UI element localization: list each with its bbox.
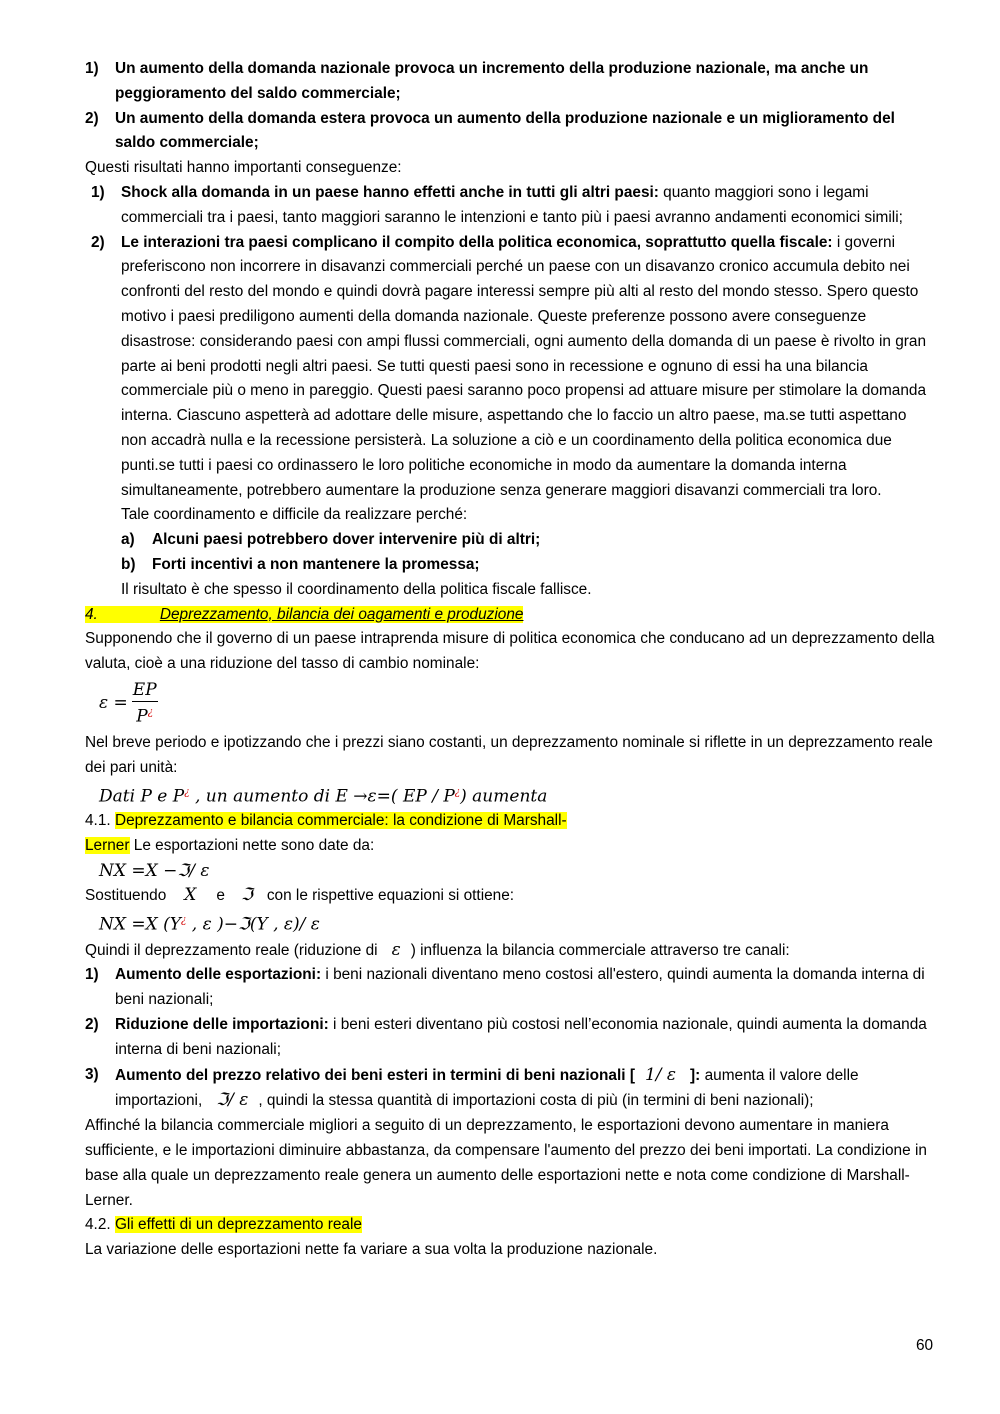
formula-exchange-rate: ε = $\frac{EP}{P^¿}$ xyxy=(99,679,157,727)
paragraph: La variazione delle esportazioni nette fa variare a sua volta la produzione nazionale. xyxy=(85,1241,658,1259)
list-item-text: i governi preferiscono non incorrere in disavanzi commerciali perché un paese con un disavanzo cronico accumula debito nei confronti del resto del mondo e quindi dovrà pagare interessi sempre più alti al resto del mondo stesso. Spero questo motivo i paesi prediligono aumenti della domanda nazionale. Queste preferenze possono avere conseguenze disastrose: considerando paesi con ampi flussi commerciali, ogni aumento della domanda di un paese è rivolto in gran parte ai beni prodotti negli altri paesi. Se tutti questi paesi sono in recessione e ognuno di essi ha una bilancia commerciale più o meno in pareggio. Questi paesi saranno poco propensi ad attuare misure per stimolare la domanda interna. Ciascuno aspetterà ad adottare delle misure, aspettando che lo faccio un altro paese, ma.se tutti aspettano non accadrà nulla e la recessione persisterà. La soluzione a ciò e un coordinamento della politica economica due punti.se tutti i paesi co ordinassero le loro politiche economiche in modo da aumentare la domanda interna simultaneamente, potrebbero aumentare la produzione senza generare maggiori disavanzi commerciali tra loro. xyxy=(121,233,927,499)
paragraph: Affinché la bilancia commerciale migliori a seguito di un deprezzamento, le esportazioni devono aumentare in maniera sufficiente, e le importazioni diminuire abbastanza, da compensare l'aumento del prezzo dei beni importati. La condizione in base alla quale un deprezzamento reale genera un aumento delle esportazioni nette e nota come condizione di Marshall-Lerner. xyxy=(85,1117,927,1209)
paragraph: Il risultato è che spesso il coordinamento della politica fiscale fallisce. xyxy=(121,580,592,598)
list-item: 1) Un aumento della domanda nazionale provoca un incremento della produzione nazionale, ma anche un peggioramento del saldo commerciale; xyxy=(85,60,869,102)
list-item-text: Un aumento della domanda estera provoca un aumento della produzione nazionale e un miglioramento del saldo commerciale; xyxy=(115,109,895,152)
list-item-bold: Le interazioni tra paesi complicano il compito della politica economica, soprattutto quella fiscale: xyxy=(121,233,833,251)
section-heading: 4. Deprezzamento, bilancia dei oagamenti e produzione xyxy=(85,605,524,623)
list-item-text: i beni esteri diventano più costosi nell’economia nazionale, quindi aumenta la domanda interna di beni nazionali; xyxy=(115,1016,927,1058)
page-number: 60 xyxy=(916,1337,934,1354)
list-item-text: Alcuni paesi potrebbero dover intervenire più di altri; xyxy=(152,531,541,549)
formula-nx-expanded: NX =X (Y¿ , ε )−ℑ(Y , ε)/ ε xyxy=(99,914,320,935)
paragraph: Sostituendo X e ℑ con le rispettive equazioni si ottiene: xyxy=(85,885,515,906)
paragraph: Supponendo che il governo di un paese intraprenda misure di politica economica che conducano ad un deprezzamento della valuta, cioè a una riduzione del tasso di cambio nominale: xyxy=(85,630,935,673)
list-item: 1) Shock alla domanda in un paese hanno effetti anche in tutti gli altri paesi: quanto maggiori sono i legami commerciali tra i paesi, tanto maggiori saranno le intenzioni e tanto più i paesi avranno andamenti economici simili; xyxy=(91,183,903,226)
paragraph: Questi risultati hanno importanti conseguenze: xyxy=(85,159,402,177)
list-item: a) Alcuni paesi potrebbero dover intervenire più di altri; xyxy=(121,531,541,549)
list-item: 2) Un aumento della domanda estera provoca un aumento della produzione nazionale e un miglioramento del saldo commerciale; xyxy=(85,109,895,152)
section-heading-42: 4.2. Gli effetti di un deprezzamento reale xyxy=(85,1216,362,1234)
document-page xyxy=(85,57,935,1263)
list-item: 2) Riduzione delle importazioni: i beni esteri diventano più costosi nell’economia nazionale, quindi aumenta la domanda interna di beni nazionali; xyxy=(85,1016,927,1058)
list-item-text: Un aumento della domanda nazionale provoca un incremento della produzione nazionale, ma anche un peggioramento del saldo commerciale; xyxy=(115,60,869,102)
paragraph: Nel breve periodo e ipotizzando che i prezzi siano costanti, un deprezzamento nominale si riflette in un deprezzamento reale dei pari unità: xyxy=(85,733,933,776)
list-item: 1) Aumento delle esportazioni: i beni nazionali diventano meno costosi all'estero, quindi aumenta la domanda interna di beni nazionali; xyxy=(85,966,925,1009)
list-item-text: quanto maggiori sono i legami commerciali tra i paesi, tanto maggiori saranno le intenzioni e tanto più i paesi avranno andamenti economici simili; xyxy=(121,183,903,226)
formula-nx: NX =X −ℑ/ ε xyxy=(99,860,210,881)
list-item: b) Forti incentivi a non mantenere la promessa; xyxy=(121,555,480,573)
formula-dati: Dati P e P¿ , un aumento di E →ε=( EP / P¿) aumenta xyxy=(99,786,548,807)
paragraph: Quindi il deprezzamento reale (riduzione di ε ) influenza la bilancia commerciale attraverso tre canali: xyxy=(85,939,790,960)
list-item-text: Forti incentivi a non mantenere la promessa; xyxy=(152,555,480,573)
list-item: 2) Le interazioni tra paesi complicano il compito della politica economica, soprattutto quella fiscale: i governi preferiscono non incorrere in disavanzi commerciali perché un paese con un disavanzo cronico accumula debito nei confronti del resto del mondo e quindi dovrà pagare interessi sempre più alti al resto del mondo stesso. Spero questo motivo i paesi prediligono aumenti della domanda nazionale. Queste preferenze possono avere conseguenze disastrose: considerando paesi con ampi flussi commerciali, ogni aumento della domanda di un paese è rivolto in gran parte ai beni prodotti negli altri paesi. Se tutti questi paesi sono in recessione e ognuno di essi ha una bilancia commerciale più o meno in pareggio. Questi paesi saranno poco propensi ad attuare misure per stimolare la domanda interna. Ciascuno aspetterà ad adottare delle misure, aspettando che lo faccio un altro paese, ma.se tutti aspettano non accadrà nulla e la recessione persisterà. La soluzione a ciò e un coordinamento della politica economica due punti.se tutti i paesi co ordinassero le loro politiche economiche in modo da aumentare la domanda interna simultaneamente, potrebbero aumentare la produzione senza generare maggiori disavanzi commerciali tra loro. xyxy=(91,233,927,499)
list-item-text: i beni nazionali diventano meno costosi all'estero, quindi aumenta la domanda interna di beni nazionali; xyxy=(115,966,925,1009)
section-heading-41: 4.1. Deprezzamento e bilancia commerciale: la condizione di Marshall- Lerner Le esportazioni nette sono date da: xyxy=(85,811,567,854)
paragraph: Tale coordinamento e difficile da realizzare perché: xyxy=(121,506,468,524)
list-item-bold: Shock alla domanda in un paese hanno effetti anche in tutti gli altri paesi: xyxy=(121,183,659,201)
list-item-bold: Riduzione delle importazioni: xyxy=(115,1016,329,1033)
list-item-bold: Aumento delle esportazioni: xyxy=(115,966,322,984)
list-item: 3) Aumento del prezzo relativo dei beni esteri in termini di beni nazionali [ 1/ ε ]: aumenta il valore delle importazioni, ℑ/ ε , quindi la stessa quantità di importazioni costa di più (in termini di beni nazionali); xyxy=(85,1064,859,1111)
